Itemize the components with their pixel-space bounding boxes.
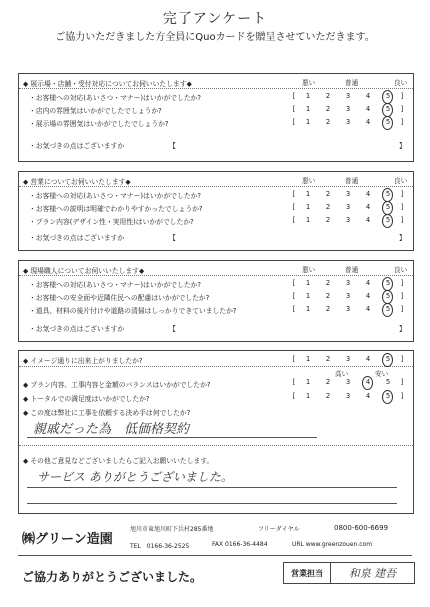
question: ・展示場の雰囲気はいかがでしたでしょうか? (29, 120, 169, 128)
survey-subtitle: ご協力いただきました方全員にQuoカードを贈呈させていただきます。 (55, 32, 375, 43)
staff-label: 営業担当 (284, 563, 331, 583)
question: ◆ その他ご意見などございましたらご記入お願いいたします。 (23, 457, 214, 465)
rating-option[interactable]: 5 (385, 190, 391, 198)
rating-option[interactable]: 5 (385, 392, 391, 400)
rating-option[interactable]: 5 (385, 279, 391, 287)
question: ・お客様への対応(あいさつ・マナー)はいかがでしたか? (29, 94, 202, 102)
bracket-open: [ (292, 190, 296, 198)
rating-option[interactable]: 1 (305, 279, 311, 287)
scale-label-good: 良い (394, 266, 408, 274)
selected-rating-circle (382, 290, 393, 304)
rating-option[interactable]: 2 (325, 92, 331, 100)
section-reception: ◆ 展示場・店舗・受付対応についてお伺いいたします◆ 悪い 普通 良い ・お客様への対応(あいさつ・マナー)はいかがでしたか? ・店内の雰囲気はいかがでしたでしょうか? ・展示場の雰囲気はいかがでしたでしょうか? ・お気づきの点はございますか 【 】 (18, 73, 414, 162)
rating-option[interactable]: 3 (345, 92, 351, 100)
bracket-close: ] (400, 292, 404, 300)
rating-option[interactable]: 3 (345, 392, 351, 400)
rating-option[interactable]: 2 (325, 279, 331, 287)
bracket-open: [ (292, 105, 296, 113)
scale-label-cheap: 安い (375, 370, 389, 378)
rating-option[interactable]: 1 (305, 378, 311, 386)
rating-scale[interactable] (290, 378, 406, 386)
question: ・道具、材料の後片付けや道路の清掃はしっかりできていましたか? (29, 307, 237, 315)
selected-rating-circle (382, 201, 393, 215)
company-fax: FAX 0166-36-4484 (212, 541, 268, 548)
section-sales: ◆ 営業についてお伺いいたします◆ 悪い 普通 良い ・お客様への対応(あいさつ・マナー)はいかがでしたか? ・お客様への説明は明確でわかりやすかったでしょうか? ・プラン内容(デザイン性・実用性)はいかがでしたか? ・お気づきの点はございますか 【 】 (18, 171, 414, 251)
section-craftsmen: ◆ 現場職人についてお伺いいたします◆ 悪い 普通 良い ・お客様への対応(あいさつ・マナー)はいかがでしたか? ・お客様への安全面や近隣住民への配慮はいかがでしたか? ・道具、材料の後片付けや道路の清掃はしっかりできていましたか? ・お気づきの点はございますか 【 】 (18, 260, 414, 342)
bracket-close: ] (400, 118, 404, 126)
section-overall (18, 350, 414, 514)
selected-rating-circle (382, 277, 393, 291)
rating-option[interactable]: 3 (345, 279, 351, 287)
rating-option[interactable]: 2 (325, 118, 331, 126)
rating-option[interactable]: 5 (385, 305, 391, 313)
rating-option[interactable]: 4 (365, 190, 371, 198)
rating-option[interactable]: 4 (365, 292, 371, 300)
selected-rating-circle (382, 390, 393, 404)
rating-option[interactable]: 5 (385, 118, 391, 126)
scale-label-good: 良い (394, 79, 408, 87)
bracket-open: [ (292, 292, 296, 300)
comment-prompt: ・お気づきの点はございますか (29, 325, 125, 333)
bracket-open: [ (292, 92, 296, 100)
bracket-close: ] (400, 392, 404, 400)
rating-option[interactable]: 1 (305, 216, 311, 224)
rating-option[interactable]: 4 (365, 305, 371, 313)
scale-label-good: 良い (394, 177, 408, 185)
bracket-close: ] (400, 203, 404, 211)
rating-option[interactable]: 1 (305, 292, 311, 300)
bracket-close: ] (400, 105, 404, 113)
answer-deciding-factor: 親戚だった為 低価格契約 (33, 422, 190, 437)
rating-option[interactable]: 2 (325, 216, 331, 224)
rating-option[interactable]: 4 (365, 118, 371, 126)
bracket-open: [ (292, 392, 296, 400)
rating-option[interactable]: 3 (345, 190, 351, 198)
answer-other-comments: サービス ありがとうございました。 (37, 470, 233, 484)
rating-option[interactable]: 5 (385, 355, 391, 363)
scale-label-normal: 普通 (345, 266, 359, 274)
freedial-number: 0800-600-6699 (334, 524, 389, 532)
rating-option[interactable]: 2 (325, 392, 331, 400)
bracket-close: ] (400, 216, 404, 224)
selected-rating-circle (382, 116, 393, 130)
selected-rating-circle (382, 303, 393, 317)
selected-rating-circle (382, 188, 393, 202)
rating-option[interactable]: 2 (325, 292, 331, 300)
question: ◆ この度は弊社に工事を依頼する決め手は何でしたか? (23, 409, 191, 417)
rating-option[interactable]: 3 (345, 118, 351, 126)
rating-option[interactable]: 5 (385, 378, 391, 386)
rating-option[interactable]: 5 (385, 105, 391, 113)
bracket-close: ] (400, 279, 404, 287)
freedial-label: フリーダイヤル (258, 526, 300, 533)
rating-option[interactable]: 4 (365, 203, 371, 211)
rating-option[interactable]: 4 (365, 378, 371, 386)
rating-option[interactable]: 5 (385, 203, 391, 211)
section-heading: ◆ 展示場・店舗・受付対応についてお伺いいたします◆ (23, 80, 192, 88)
rating-option[interactable]: 2 (325, 355, 331, 363)
rating-option[interactable]: 4 (365, 216, 371, 224)
rating-option[interactable]: 2 (325, 203, 331, 211)
question: ・お客様への対応(あいさつ・マナー)はいかがでしたか? (29, 281, 202, 289)
selected-rating-circle (382, 353, 393, 367)
question: ◆ イメージ通りに出来上がりましたか? (23, 357, 143, 365)
bracket-open: [ (292, 279, 296, 287)
thanks-message: ご協力ありがとうございました。 (22, 570, 203, 584)
question: ・お客様への説明は明確でわかりやすかったでしょうか? (29, 205, 203, 213)
scale-label-bad: 悪い (302, 177, 316, 185)
bracket-close: ] (400, 305, 404, 313)
rating-option[interactable]: 3 (345, 203, 351, 211)
bracket-close: ] (400, 92, 404, 100)
selected-rating-circle (382, 90, 393, 104)
rating-option[interactable]: 5 (385, 292, 391, 300)
rating-option[interactable]: 5 (385, 216, 391, 224)
question: ・お客様への対応(あいさつ・マナー)はいかがでしたか? (29, 192, 202, 200)
bracket-open: [ (292, 118, 296, 126)
rating-option[interactable]: 2 (325, 190, 331, 198)
rating-option[interactable]: 4 (365, 105, 371, 113)
rating-option[interactable]: 1 (305, 203, 311, 211)
question: ◆ プラン内容、工事内容と金額のバランスはいかがでしたか? (23, 381, 211, 389)
rating-option[interactable]: 1 (305, 92, 311, 100)
question: ・プラン内容(デザイン性・実用性)はいかがでしたか? (29, 218, 194, 226)
rating-option[interactable]: 2 (325, 105, 331, 113)
rating-option[interactable]: 1 (305, 392, 311, 400)
selected-rating-circle (362, 376, 373, 390)
scale-label-bad: 悪い (302, 79, 316, 87)
section-heading: ◆ 営業についてお伺いいたします◆ (23, 178, 131, 186)
bracket-open: [ (292, 355, 296, 363)
rating-option[interactable]: 1 (305, 118, 311, 126)
bracket-open: [ (292, 216, 296, 224)
rating-option[interactable]: 5 (385, 92, 391, 100)
survey-title: 完了アンケート (162, 11, 268, 27)
scale-label-normal: 普通 (345, 177, 359, 185)
staff-name: 和泉 建吾 (348, 567, 397, 580)
selected-rating-circle (382, 214, 393, 228)
question: ◆ トータルでの満足度はいかがでしたか? (23, 395, 150, 403)
company-url: URL www.greenzouen.com (292, 541, 373, 548)
scale-label-high: 高い (335, 370, 349, 378)
rating-option[interactable]: 4 (365, 392, 371, 400)
company-tel: TEL 0166-36-2525 (130, 543, 190, 550)
bracket-close: ] (400, 355, 404, 363)
bracket-close: ] (400, 190, 404, 198)
bracket-open: [ (292, 203, 296, 211)
scale-label-normal: 普通 (345, 79, 359, 87)
rating-option[interactable]: 3 (345, 305, 351, 313)
company-address: 旭川市東旭川町下兵村285番地 (130, 526, 214, 533)
company-logo: ㈱グリーン造園 (22, 532, 113, 547)
rating-option[interactable]: 3 (345, 105, 351, 113)
rating-option[interactable]: 4 (365, 355, 371, 363)
comment-prompt: ・お気づきの点はございますか (29, 234, 125, 242)
rating-option[interactable]: 4 (365, 92, 371, 100)
selected-rating-circle (382, 103, 393, 117)
comment-prompt: ・お気づきの点はございますか (29, 142, 125, 150)
rating-option[interactable]: 1 (305, 105, 311, 113)
section-heading: ◆ 現場職人についてお伺いいたします◆ (23, 267, 145, 275)
rating-option[interactable]: 3 (345, 216, 351, 224)
rating-option[interactable]: 4 (365, 279, 371, 287)
bracket-open: [ (292, 378, 296, 386)
bracket-close: ] (400, 378, 404, 386)
rating-option[interactable]: 2 (325, 305, 331, 313)
rating-option[interactable]: 1 (305, 190, 311, 198)
staff-box (283, 562, 415, 584)
rating-option[interactable]: 3 (345, 292, 351, 300)
scale-label-bad: 悪い (302, 266, 316, 274)
question: ・店内の雰囲気はいかがでしたでしょうか? (29, 107, 162, 115)
rating-option[interactable]: 1 (305, 355, 311, 363)
rating-option[interactable]: 3 (345, 355, 351, 363)
rating-option[interactable]: 1 (305, 305, 311, 313)
rating-option[interactable]: 2 (325, 378, 331, 386)
rating-option[interactable]: 3 (345, 378, 351, 386)
bracket-open: [ (292, 305, 296, 313)
question: ・お客様への安全面や近隣住民への配慮はいかがでしたか? (29, 294, 210, 302)
